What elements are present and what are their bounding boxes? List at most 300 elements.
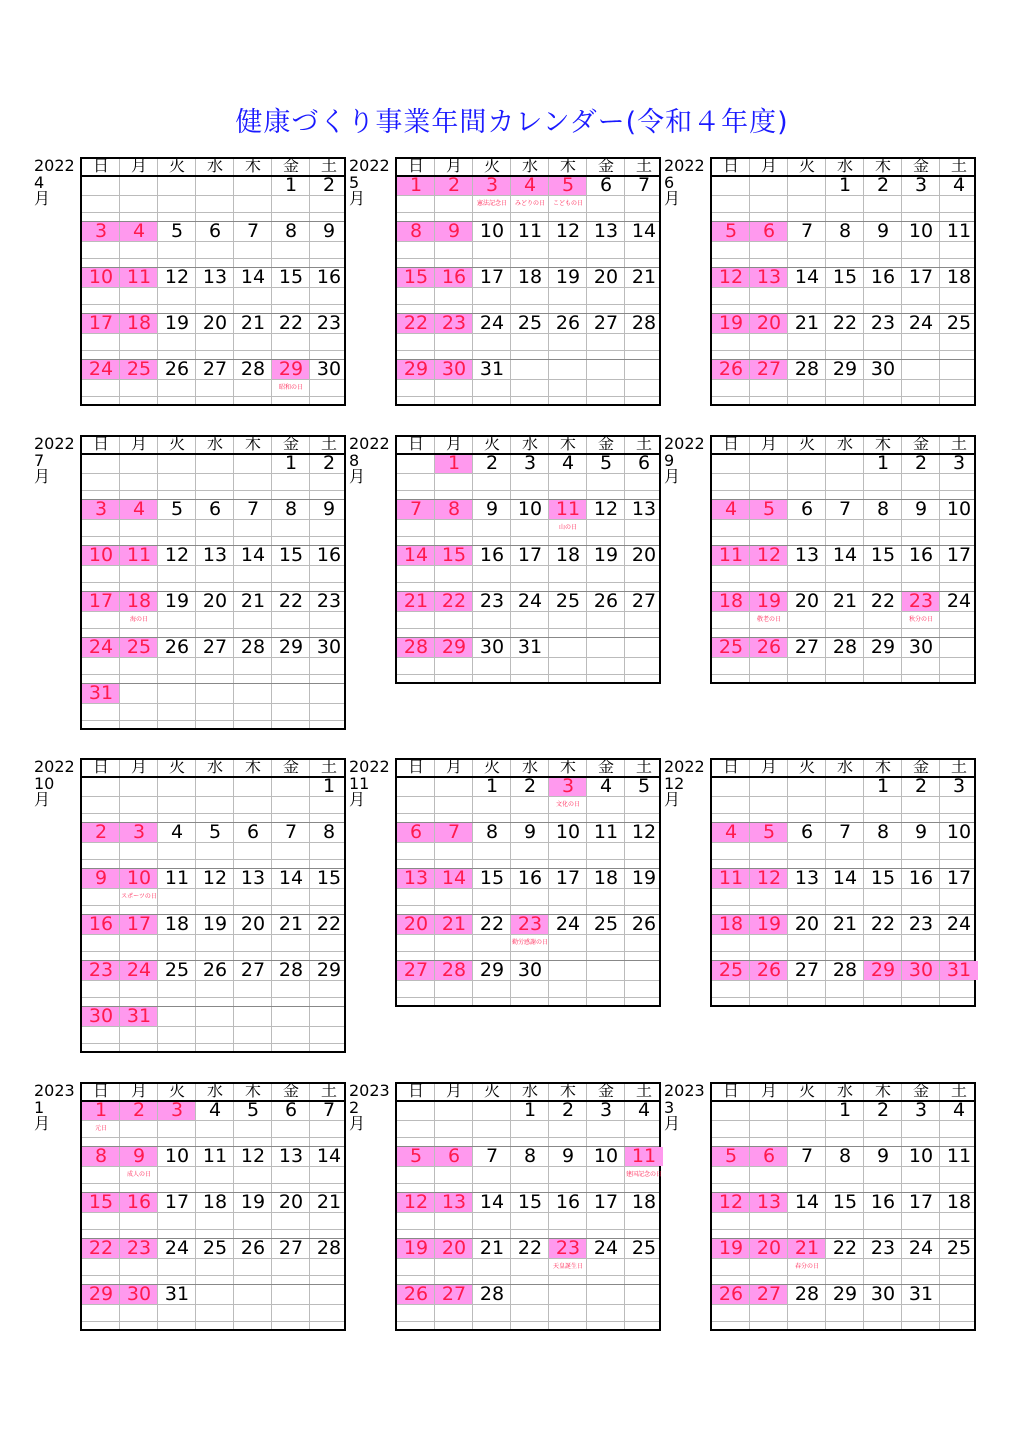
date-cell[interactable]: 10 [555, 821, 581, 843]
date-cell[interactable]: 10 [593, 1145, 619, 1167]
date-cell[interactable]: 13 [202, 266, 228, 288]
date-cell[interactable]: 7 [246, 498, 260, 520]
date-cell[interactable]: 20 [631, 544, 657, 566]
date-cell[interactable]: 30 [870, 358, 896, 380]
holiday-date[interactable]: 1 [447, 452, 461, 474]
holiday-date[interactable]: 19 [718, 1237, 744, 1259]
date-cell[interactable]: 31 [164, 1283, 190, 1305]
date-cell[interactable]: 23 [316, 312, 342, 334]
date-cell[interactable]: 23 [908, 913, 934, 935]
date-cell[interactable]: 13 [593, 220, 619, 242]
date-cell[interactable]: 10 [517, 498, 543, 520]
date-cell[interactable]: 2 [876, 1099, 890, 1121]
date-cell[interactable]: 28 [278, 959, 304, 981]
date-cell[interactable]: 30 [517, 959, 543, 981]
date-cell[interactable]: 15 [832, 266, 858, 288]
date-cell[interactable]: 1 [284, 174, 298, 196]
date-cell[interactable]: 8 [523, 1145, 537, 1167]
date-cell[interactable]: 11 [164, 867, 190, 889]
holiday-date[interactable]: 29 [870, 959, 896, 981]
holiday-date[interactable]: 30 [908, 959, 934, 981]
holiday-date[interactable]: 26 [403, 1283, 429, 1305]
date-cell[interactable]: 2 [322, 174, 336, 196]
holiday-date[interactable]: 24 [126, 959, 152, 981]
holiday-date[interactable]: 11 [718, 867, 744, 889]
holiday-date[interactable]: 30 [441, 358, 467, 380]
date-cell[interactable]: 21 [832, 913, 858, 935]
date-cell[interactable]: 22 [278, 312, 304, 334]
date-cell[interactable]: 1 [876, 452, 890, 474]
date-cell[interactable]: 31 [908, 1283, 934, 1305]
date-cell[interactable]: 22 [832, 312, 858, 334]
date-cell[interactable]: 19 [202, 913, 228, 935]
date-cell[interactable]: 24 [479, 312, 505, 334]
date-cell[interactable]: 30 [316, 358, 342, 380]
date-cell[interactable]: 5 [599, 452, 613, 474]
date-cell[interactable]: 22 [517, 1237, 543, 1259]
date-cell[interactable]: 6 [208, 498, 222, 520]
holiday-date[interactable]: 22 [403, 312, 429, 334]
date-cell[interactable]: 11 [517, 220, 543, 242]
date-cell[interactable]: 10 [908, 1145, 934, 1167]
holiday-date[interactable]: 25 [126, 358, 152, 380]
holiday-date[interactable]: 23 [126, 1237, 152, 1259]
date-cell[interactable]: 3 [914, 174, 928, 196]
date-cell[interactable]: 11 [946, 1145, 972, 1167]
holiday-date[interactable]: 30 [88, 1005, 114, 1027]
date-cell[interactable]: 2 [876, 174, 890, 196]
holiday-date[interactable]: 9 [447, 220, 461, 242]
holiday-date[interactable]: 18 [126, 590, 152, 612]
date-cell[interactable]: 25 [946, 1237, 972, 1259]
date-cell[interactable]: 7 [637, 174, 651, 196]
date-cell[interactable]: 30 [870, 1283, 896, 1305]
date-cell[interactable]: 28 [316, 1237, 342, 1259]
holiday-date[interactable]: 3 [485, 174, 499, 196]
holiday-date[interactable]: 26 [718, 1283, 744, 1305]
date-cell[interactable]: 9 [914, 821, 928, 843]
holiday-date[interactable]: 6 [762, 1145, 776, 1167]
date-cell[interactable]: 25 [631, 1237, 657, 1259]
date-cell[interactable]: 27 [202, 636, 228, 658]
holiday-date[interactable]: 21 [403, 590, 429, 612]
holiday-date[interactable]: 27 [403, 959, 429, 981]
date-cell[interactable]: 28 [794, 1283, 820, 1305]
holiday-date[interactable]: 20 [756, 312, 782, 334]
holiday-date[interactable]: 29 [403, 358, 429, 380]
date-cell[interactable]: 27 [794, 959, 820, 981]
date-cell[interactable]: 23 [479, 590, 505, 612]
date-cell[interactable]: 19 [555, 266, 581, 288]
date-cell[interactable]: 21 [240, 590, 266, 612]
date-cell[interactable]: 5 [170, 498, 184, 520]
date-cell[interactable]: 8 [485, 821, 499, 843]
date-cell[interactable]: 21 [479, 1237, 505, 1259]
date-cell[interactable]: 15 [870, 544, 896, 566]
date-cell[interactable]: 29 [832, 1283, 858, 1305]
date-cell[interactable]: 30 [316, 636, 342, 658]
date-cell[interactable]: 4 [599, 775, 613, 797]
date-cell[interactable]: 16 [316, 544, 342, 566]
holiday-date[interactable]: 22 [88, 1237, 114, 1259]
holiday-date[interactable]: 13 [403, 867, 429, 889]
date-cell[interactable]: 19 [240, 1191, 266, 1213]
holiday-date[interactable]: 4 [724, 498, 738, 520]
date-cell[interactable]: 22 [832, 1237, 858, 1259]
holiday-date[interactable]: 16 [126, 1191, 152, 1213]
date-cell[interactable]: 9 [914, 498, 928, 520]
holiday-date[interactable]: 17 [88, 590, 114, 612]
date-cell[interactable]: 4 [952, 1099, 966, 1121]
holiday-date[interactable]: 25 [126, 636, 152, 658]
date-cell[interactable]: 11 [946, 220, 972, 242]
date-cell[interactable]: 9 [322, 220, 336, 242]
date-cell[interactable]: 1 [485, 775, 499, 797]
holiday-date[interactable]: 19 [756, 913, 782, 935]
holiday-date[interactable]: 5 [561, 174, 575, 196]
holiday-date[interactable]: 20 [441, 1237, 467, 1259]
date-cell[interactable]: 8 [838, 1145, 852, 1167]
date-cell[interactable]: 12 [202, 867, 228, 889]
date-cell[interactable]: 26 [631, 913, 657, 935]
holiday-date[interactable]: 3 [132, 821, 146, 843]
date-cell[interactable]: 7 [838, 498, 852, 520]
date-cell[interactable]: 30 [908, 636, 934, 658]
date-cell[interactable]: 3 [523, 452, 537, 474]
date-cell[interactable]: 21 [278, 913, 304, 935]
date-cell[interactable]: 14 [240, 266, 266, 288]
holiday-date[interactable]: 4 [724, 821, 738, 843]
date-cell[interactable]: 21 [794, 312, 820, 334]
date-cell[interactable]: 23 [870, 312, 896, 334]
date-cell[interactable]: 14 [631, 220, 657, 242]
date-cell[interactable]: 27 [202, 358, 228, 380]
holiday-date[interactable]: 22 [441, 590, 467, 612]
holiday-date[interactable]: 26 [756, 636, 782, 658]
date-cell[interactable]: 2 [914, 775, 928, 797]
date-cell[interactable]: 20 [240, 913, 266, 935]
date-cell[interactable]: 1 [284, 452, 298, 474]
holiday-date[interactable]: 16 [441, 266, 467, 288]
holiday-date[interactable]: 23 [517, 913, 543, 935]
holiday-date[interactable]: 9 [94, 867, 108, 889]
date-cell[interactable]: 18 [555, 544, 581, 566]
date-cell[interactable]: 9 [523, 821, 537, 843]
date-cell[interactable]: 6 [284, 1099, 298, 1121]
holiday-date[interactable]: 11 [631, 1145, 657, 1167]
date-cell[interactable]: 26 [202, 959, 228, 981]
holiday-date[interactable]: 5 [409, 1145, 423, 1167]
date-cell[interactable]: 10 [164, 1145, 190, 1167]
date-cell[interactable]: 25 [517, 312, 543, 334]
date-cell[interactable]: 15 [479, 867, 505, 889]
date-cell[interactable]: 7 [800, 1145, 814, 1167]
date-cell[interactable]: 12 [164, 544, 190, 566]
date-cell[interactable]: 6 [208, 220, 222, 242]
date-cell[interactable]: 4 [952, 174, 966, 196]
holiday-date[interactable]: 5 [724, 1145, 738, 1167]
holiday-date[interactable]: 18 [718, 590, 744, 612]
date-cell[interactable]: 29 [316, 959, 342, 981]
date-cell[interactable]: 14 [832, 867, 858, 889]
date-cell[interactable]: 30 [479, 636, 505, 658]
date-cell[interactable]: 16 [870, 1191, 896, 1213]
date-cell[interactable]: 8 [838, 220, 852, 242]
date-cell[interactable]: 25 [164, 959, 190, 981]
date-cell[interactable]: 7 [800, 220, 814, 242]
date-cell[interactable]: 14 [794, 266, 820, 288]
date-cell[interactable]: 12 [240, 1145, 266, 1167]
date-cell[interactable]: 9 [876, 220, 890, 242]
date-cell[interactable]: 5 [170, 220, 184, 242]
date-cell[interactable]: 20 [794, 590, 820, 612]
date-cell[interactable]: 15 [278, 266, 304, 288]
date-cell[interactable]: 17 [593, 1191, 619, 1213]
date-cell[interactable]: 10 [908, 220, 934, 242]
date-cell[interactable]: 6 [637, 452, 651, 474]
holiday-date[interactable]: 21 [441, 913, 467, 935]
date-cell[interactable]: 14 [794, 1191, 820, 1213]
date-cell[interactable]: 17 [479, 266, 505, 288]
date-cell[interactable]: 12 [593, 498, 619, 520]
date-cell[interactable]: 29 [870, 636, 896, 658]
date-cell[interactable]: 23 [316, 590, 342, 612]
date-cell[interactable]: 26 [555, 312, 581, 334]
date-cell[interactable]: 18 [946, 266, 972, 288]
date-cell[interactable]: 7 [246, 220, 260, 242]
date-cell[interactable]: 24 [517, 590, 543, 612]
date-cell[interactable]: 5 [246, 1099, 260, 1121]
date-cell[interactable]: 20 [202, 590, 228, 612]
holiday-date[interactable]: 16 [88, 913, 114, 935]
date-cell[interactable]: 24 [946, 590, 972, 612]
date-cell[interactable]: 19 [164, 312, 190, 334]
holiday-date[interactable]: 27 [441, 1283, 467, 1305]
date-cell[interactable]: 15 [832, 1191, 858, 1213]
date-cell[interactable]: 8 [284, 220, 298, 242]
date-cell[interactable]: 18 [631, 1191, 657, 1213]
date-cell[interactable]: 2 [523, 775, 537, 797]
date-cell[interactable]: 17 [517, 544, 543, 566]
date-cell[interactable]: 6 [800, 498, 814, 520]
date-cell[interactable]: 12 [555, 220, 581, 242]
date-cell[interactable]: 22 [479, 913, 505, 935]
holiday-date[interactable]: 6 [409, 821, 423, 843]
date-cell[interactable]: 26 [593, 590, 619, 612]
date-cell[interactable]: 21 [631, 266, 657, 288]
holiday-date[interactable]: 8 [447, 498, 461, 520]
date-cell[interactable]: 31 [479, 358, 505, 380]
date-cell[interactable]: 2 [322, 452, 336, 474]
date-cell[interactable]: 8 [876, 821, 890, 843]
date-cell[interactable]: 27 [240, 959, 266, 981]
holiday-date[interactable]: 12 [756, 544, 782, 566]
date-cell[interactable]: 22 [870, 913, 896, 935]
date-cell[interactable]: 13 [794, 867, 820, 889]
date-cell[interactable]: 26 [240, 1237, 266, 1259]
holiday-date[interactable]: 28 [441, 959, 467, 981]
date-cell[interactable]: 19 [631, 867, 657, 889]
holiday-date[interactable]: 29 [88, 1283, 114, 1305]
date-cell[interactable]: 14 [278, 867, 304, 889]
date-cell[interactable]: 8 [876, 498, 890, 520]
holiday-date[interactable]: 7 [447, 821, 461, 843]
date-cell[interactable]: 14 [832, 544, 858, 566]
holiday-date[interactable]: 12 [718, 1191, 744, 1213]
holiday-date[interactable]: 14 [403, 544, 429, 566]
date-cell[interactable]: 18 [164, 913, 190, 935]
date-cell[interactable]: 19 [164, 590, 190, 612]
date-cell[interactable]: 17 [555, 867, 581, 889]
holiday-date[interactable]: 25 [718, 959, 744, 981]
date-cell[interactable]: 27 [794, 636, 820, 658]
date-cell[interactable]: 28 [240, 358, 266, 380]
date-cell[interactable]: 24 [164, 1237, 190, 1259]
date-cell[interactable]: 25 [202, 1237, 228, 1259]
date-cell[interactable]: 15 [316, 867, 342, 889]
date-cell[interactable]: 6 [599, 174, 613, 196]
date-cell[interactable]: 11 [202, 1145, 228, 1167]
date-cell[interactable]: 14 [240, 544, 266, 566]
holiday-date[interactable]: 3 [170, 1099, 184, 1121]
date-cell[interactable]: 1 [838, 174, 852, 196]
date-cell[interactable]: 16 [870, 266, 896, 288]
holiday-date[interactable]: 3 [94, 498, 108, 520]
holiday-date[interactable]: 27 [756, 358, 782, 380]
holiday-date[interactable]: 10 [88, 266, 114, 288]
holiday-date[interactable]: 21 [794, 1237, 820, 1259]
date-cell[interactable]: 17 [946, 867, 972, 889]
date-cell[interactable]: 15 [517, 1191, 543, 1213]
holiday-date[interactable]: 15 [403, 266, 429, 288]
holiday-date[interactable]: 3 [94, 220, 108, 242]
date-cell[interactable]: 29 [479, 959, 505, 981]
holiday-date[interactable]: 25 [718, 636, 744, 658]
date-cell[interactable]: 31 [517, 636, 543, 658]
holiday-date[interactable]: 12 [718, 266, 744, 288]
date-cell[interactable]: 3 [599, 1099, 613, 1121]
holiday-date[interactable]: 23 [88, 959, 114, 981]
holiday-date[interactable]: 4 [132, 220, 146, 242]
date-cell[interactable]: 17 [908, 1191, 934, 1213]
date-cell[interactable]: 28 [240, 636, 266, 658]
holiday-date[interactable]: 26 [718, 358, 744, 380]
holiday-date[interactable]: 10 [126, 867, 152, 889]
date-cell[interactable]: 5 [208, 821, 222, 843]
date-cell[interactable]: 10 [946, 498, 972, 520]
date-cell[interactable]: 27 [278, 1237, 304, 1259]
date-cell[interactable]: 29 [278, 636, 304, 658]
holiday-date[interactable]: 4 [523, 174, 537, 196]
date-cell[interactable]: 20 [278, 1191, 304, 1213]
holiday-date[interactable]: 5 [724, 220, 738, 242]
date-cell[interactable]: 24 [593, 1237, 619, 1259]
holiday-date[interactable]: 18 [126, 312, 152, 334]
holiday-date[interactable]: 26 [756, 959, 782, 981]
date-cell[interactable]: 16 [908, 544, 934, 566]
holiday-date[interactable]: 29 [278, 358, 304, 380]
date-cell[interactable]: 28 [794, 358, 820, 380]
holiday-date[interactable]: 1 [94, 1099, 108, 1121]
date-cell[interactable]: 24 [908, 312, 934, 334]
holiday-date[interactable]: 6 [447, 1145, 461, 1167]
date-cell[interactable]: 11 [593, 821, 619, 843]
date-cell[interactable]: 10 [946, 821, 972, 843]
holiday-date[interactable]: 18 [718, 913, 744, 935]
date-cell[interactable]: 7 [838, 821, 852, 843]
date-cell[interactable]: 20 [794, 913, 820, 935]
holiday-date[interactable]: 1 [409, 174, 423, 196]
holiday-date[interactable]: 11 [126, 266, 152, 288]
date-cell[interactable]: 8 [322, 821, 336, 843]
holiday-date[interactable]: 5 [762, 498, 776, 520]
date-cell[interactable]: 28 [832, 959, 858, 981]
date-cell[interactable]: 16 [316, 266, 342, 288]
holiday-date[interactable]: 13 [441, 1191, 467, 1213]
date-cell[interactable]: 21 [316, 1191, 342, 1213]
holiday-date[interactable]: 14 [441, 867, 467, 889]
date-cell[interactable]: 14 [316, 1145, 342, 1167]
date-cell[interactable]: 9 [876, 1145, 890, 1167]
date-cell[interactable]: 22 [278, 590, 304, 612]
holiday-date[interactable]: 27 [756, 1283, 782, 1305]
date-cell[interactable]: 13 [278, 1145, 304, 1167]
date-cell[interactable]: 4 [170, 821, 184, 843]
date-cell[interactable]: 12 [164, 266, 190, 288]
date-cell[interactable]: 18 [517, 266, 543, 288]
date-cell[interactable]: 7 [485, 1145, 499, 1167]
holiday-date[interactable]: 10 [88, 544, 114, 566]
date-cell[interactable]: 1 [838, 1099, 852, 1121]
date-cell[interactable]: 1 [876, 775, 890, 797]
date-cell[interactable]: 4 [208, 1099, 222, 1121]
holiday-date[interactable]: 31 [88, 682, 114, 704]
holiday-date[interactable]: 8 [94, 1145, 108, 1167]
date-cell[interactable]: 15 [870, 867, 896, 889]
date-cell[interactable]: 3 [914, 1099, 928, 1121]
date-cell[interactable]: 18 [946, 1191, 972, 1213]
date-cell[interactable]: 27 [631, 590, 657, 612]
holiday-date[interactable]: 13 [756, 266, 782, 288]
holiday-date[interactable]: 12 [403, 1191, 429, 1213]
date-cell[interactable]: 21 [240, 312, 266, 334]
date-cell[interactable]: 17 [164, 1191, 190, 1213]
date-cell[interactable]: 25 [555, 590, 581, 612]
date-cell[interactable]: 13 [631, 498, 657, 520]
date-cell[interactable]: 2 [561, 1099, 575, 1121]
date-cell[interactable]: 20 [593, 266, 619, 288]
date-cell[interactable]: 28 [631, 312, 657, 334]
holiday-date[interactable]: 15 [441, 544, 467, 566]
date-cell[interactable]: 16 [517, 867, 543, 889]
date-cell[interactable]: 22 [316, 913, 342, 935]
date-cell[interactable]: 26 [164, 636, 190, 658]
holiday-date[interactable]: 12 [756, 867, 782, 889]
holiday-date[interactable]: 3 [561, 775, 575, 797]
holiday-date[interactable]: 6 [762, 220, 776, 242]
date-cell[interactable]: 3 [952, 452, 966, 474]
date-cell[interactable]: 9 [322, 498, 336, 520]
date-cell[interactable]: 14 [479, 1191, 505, 1213]
date-cell[interactable]: 10 [479, 220, 505, 242]
date-cell[interactable]: 26 [164, 358, 190, 380]
date-cell[interactable]: 24 [908, 1237, 934, 1259]
date-cell[interactable]: 5 [637, 775, 651, 797]
date-cell[interactable]: 2 [485, 452, 499, 474]
date-cell[interactable]: 17 [908, 266, 934, 288]
holiday-date[interactable]: 2 [94, 821, 108, 843]
holiday-date[interactable]: 31 [126, 1005, 152, 1027]
